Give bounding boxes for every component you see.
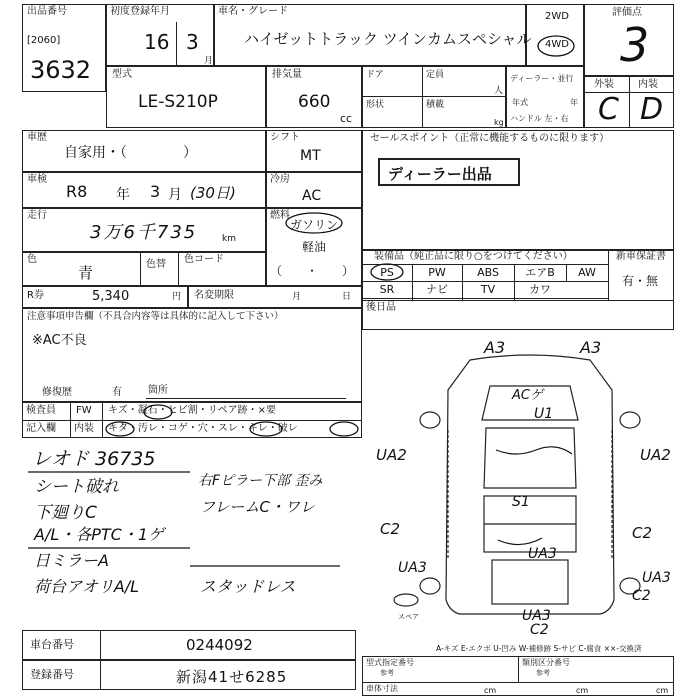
first-reg-month: 3	[186, 30, 199, 54]
interior-label: 内装	[638, 79, 658, 90]
fuel-label: 燃料	[270, 210, 290, 221]
ac-value: AC	[302, 188, 322, 204]
mark-ua3-bottom: UA3	[522, 608, 551, 624]
equip-airbag: エアB	[525, 266, 555, 279]
shift-value: MT	[300, 148, 321, 164]
fuel-paren: （ ・ ）	[270, 264, 355, 278]
place-label: 箇所	[148, 385, 168, 396]
mark-ua3-center: UA3	[528, 546, 557, 562]
sales-label: セールスポイント（正常に機能するものに限ります）	[370, 133, 610, 144]
inspector-label-2: 記入欄	[26, 423, 56, 434]
mark-a3-left: A3	[484, 338, 506, 357]
cm-3: cm	[656, 686, 669, 695]
dealer-label: ディーラー・並行	[510, 74, 574, 83]
class-label: 類別区分番号	[522, 658, 570, 667]
lot-number: 3632	[30, 56, 92, 84]
mark-a3-right: A3	[580, 338, 602, 357]
capacity-label: 定員	[426, 70, 445, 80]
tax-value: 5,340	[92, 289, 130, 304]
mark-c2-bottom: C2	[530, 622, 549, 638]
plate-label: 登録番号	[30, 668, 74, 681]
warranty-label: 新車保証書	[616, 251, 666, 262]
mark-ua3-left: UA3	[398, 560, 427, 576]
lot-sub: [2060]	[27, 35, 61, 46]
damage-legend: A-キズ E-エクボ U-凹み W-補修跡 S-サビ C-腐食 ××-交換済	[436, 644, 642, 653]
load-label: 積載	[426, 100, 445, 110]
cert-sub: 参考	[380, 669, 394, 677]
equip-navi: ナビ	[426, 283, 448, 296]
body-label: 車体寸法	[366, 684, 398, 693]
hand-seat: シート破れ	[34, 477, 119, 497]
ac-label: 冷房	[270, 174, 290, 185]
equip-pw: PW	[428, 266, 446, 279]
mark-ac: ACゲ	[512, 388, 543, 403]
disp-value: 660	[298, 92, 331, 112]
equip-sr: SR	[379, 283, 395, 296]
equip-abs: ABS	[477, 266, 499, 279]
inspection-year-unit: 年	[116, 187, 130, 203]
cm-2: cm	[576, 686, 589, 695]
mark-u1: U1	[534, 406, 554, 422]
name-change-label: 名変期限	[194, 290, 234, 301]
inspection-era: R8	[66, 182, 88, 201]
chassis-label: 車台番号	[30, 638, 74, 651]
hand-al: A/L・各PTC・1ゲ	[34, 525, 165, 544]
repair-label: 修復歴	[42, 387, 72, 398]
name-change-day: 日	[342, 292, 352, 302]
inspector-fw: FW	[76, 405, 92, 416]
hand-mirror: 日ミラーA	[34, 551, 109, 570]
mark-s1: S1	[512, 494, 530, 510]
handle-label: ハンドル 左・右	[510, 114, 569, 123]
drive-2wd: 2WD	[545, 11, 569, 22]
score-label: 評価点	[612, 7, 642, 18]
cm-1: cm	[484, 686, 497, 695]
model-name: ハイゼットトラック ツインカムスペシャル	[244, 30, 532, 48]
kg-unit: kg	[494, 118, 504, 127]
color-label: 色	[27, 254, 37, 265]
repair-value: 有	[112, 387, 122, 398]
mileage-unit: km	[222, 234, 236, 244]
chassis-value: 0244092	[186, 636, 253, 654]
plate-value: 新潟41せ6285	[176, 668, 288, 686]
inspection-label: 車検	[27, 174, 47, 185]
hand-pillar: 右Fピラー下部 歪み	[198, 473, 323, 489]
hand-studless: スタッドレス	[200, 577, 296, 596]
repaint-label: 色替	[146, 259, 166, 270]
color-value: 青	[78, 264, 94, 282]
inspector-line-1: キズ・凝石・ヒビ割・リペア跡・×要	[108, 405, 276, 416]
inspection-month: 3	[150, 182, 161, 201]
shift-label: シフト	[270, 132, 300, 143]
hand-frame: フレームC・ワレ	[200, 498, 315, 516]
shape-label: 形状	[366, 100, 385, 110]
first-reg-year: 16	[144, 30, 170, 54]
model-label: 車名・グレード	[218, 6, 288, 17]
score-value: 3	[620, 18, 650, 72]
hand-under: 下廻りC	[34, 503, 97, 523]
hand-bed: 荷台アオリA/L	[34, 577, 140, 596]
mark-c2-lower: C2	[632, 588, 651, 604]
notes-label: 注意事項申告欄（不具合内容等は具体的に記入して下さい）	[27, 311, 284, 322]
history-label: 車歴	[27, 132, 47, 143]
class-sub: 参考	[536, 669, 550, 677]
interior-grade: D	[640, 92, 664, 127]
first-reg-label: 初度登録年月	[110, 6, 170, 17]
equip-ps: PS	[380, 266, 394, 279]
inspection-month-unit: 月	[168, 187, 182, 203]
mark-c2-right: C2	[632, 524, 653, 542]
history-value: 自家用・（ ）	[64, 145, 197, 161]
fuel-light-oil: 軽油	[302, 240, 327, 254]
spare-label: スペア	[398, 613, 419, 621]
name-change-month: 月	[292, 292, 302, 302]
cert-label: 型式指定番号	[366, 658, 414, 667]
inspection-day: (30日)	[190, 184, 236, 202]
type-value: LE-S210P	[138, 92, 218, 112]
mileage-label: 走行	[27, 210, 47, 221]
person-unit: 人	[494, 86, 504, 96]
disp-unit: cc	[340, 112, 353, 125]
after-label: 後日品	[366, 302, 396, 313]
notes-text: ※AC不良	[32, 333, 87, 348]
door-label: ドア	[366, 70, 384, 80]
mark-ua2-left: UA2	[376, 446, 407, 464]
warranty-value: 有・無	[622, 274, 659, 288]
mark-ua2-right: UA2	[640, 446, 671, 464]
tax-yen: 円	[172, 292, 182, 302]
drive-4wd: 4WD	[545, 39, 569, 50]
inspector-label-1: 検査員	[26, 405, 56, 416]
exterior-label: 外装	[594, 79, 614, 90]
equip-aw: AW	[578, 266, 596, 279]
model-year-label: 年式	[512, 98, 528, 107]
mark-c2-left: C2	[380, 520, 401, 538]
fuel-gasoline: ガソリン	[290, 218, 339, 232]
year-unit: 年	[570, 98, 578, 107]
type-label: 型式	[112, 69, 132, 80]
tax-label: R券	[27, 290, 44, 301]
hand-odo: レオド 36735	[32, 448, 156, 470]
mark-ua3-right: UA3	[642, 570, 671, 586]
equipment-label: 装備品（純正品に限り○をつけてください）	[374, 251, 573, 262]
lot-label: 出品番号	[27, 6, 67, 17]
equip-leather: カワ	[529, 283, 551, 296]
inspector-line-2: キタ・汚レ・コゲ・穴・スレ・キレ・破レ	[108, 423, 298, 434]
equip-tv: TV	[480, 283, 496, 296]
mileage-value: 3万6千735	[90, 222, 198, 243]
inspector-interior: 内装	[74, 423, 94, 434]
sales-value: ディーラー出品	[388, 165, 492, 183]
color-code-label: 色コード	[184, 254, 224, 265]
month-unit: 月	[204, 56, 214, 66]
exterior-grade: C	[598, 92, 619, 127]
disp-label: 排気量	[272, 69, 302, 80]
